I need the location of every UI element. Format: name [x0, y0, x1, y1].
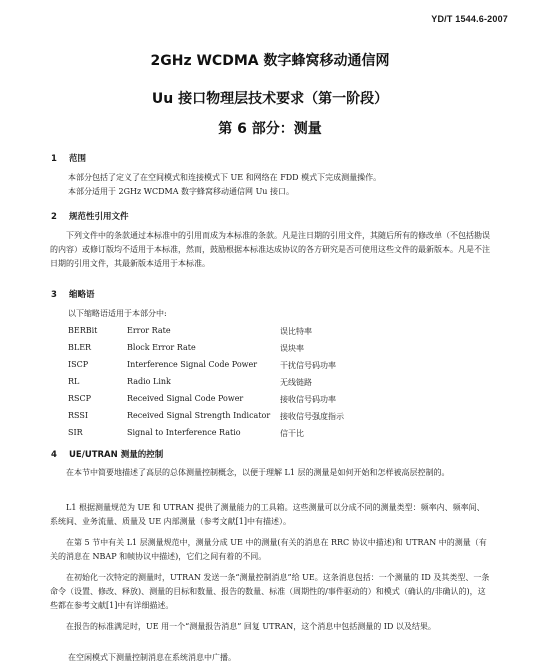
- abbreviation-row: [68, 428, 488, 440]
- section-4-paragraph-1: 在本节中简要地描述了高层的总体测量控制概念，以便于理解 L1 层的测量是如何开始和怎样被高层控制的。: [66, 468, 450, 477]
- abbreviation: ISCP: [68, 360, 89, 369]
- section-1-paragraph-1: 本部分包括了定义了在空间模式和连接模式下 UE 和网络在 FDD 模式下完成测量操作。: [68, 173, 382, 182]
- abbreviation-row: [68, 326, 488, 338]
- abbreviation-english: Block Error Rate: [127, 343, 196, 352]
- abbreviation-chinese: 误比特率: [280, 327, 312, 336]
- abbreviation-chinese: 干扰信号码功率: [280, 361, 336, 370]
- document-title-line-1: 2GHz WCDMA 数字蜂窝移动通信网: [150, 53, 390, 69]
- section-4-paragraph-6: 在空闲模式下测量控制消息在系统消息中广播。: [68, 653, 236, 662]
- section-1-heading: [51, 152, 86, 164]
- abbreviation-english: Received Signal Strength Indicator: [127, 411, 271, 420]
- abbreviation-chinese: 接收信号强度指示: [280, 412, 344, 421]
- abbreviation: RL: [68, 377, 80, 386]
- abbreviation: BERBit: [68, 326, 98, 335]
- section-number: 1: [51, 154, 57, 164]
- abbreviation-chinese: 接收信号码功率: [280, 395, 336, 404]
- section-title: UE/UTRAN 测量的控制: [69, 450, 164, 460]
- section-4-paragraph-5: 在报告的标准满足时，UE 用一个“测量报告消息” 回复 UTRAN，这个消息中包括测量的 ID 以及结果。: [66, 622, 436, 631]
- abbreviation-english: Signal to Interference Ratio: [127, 428, 241, 437]
- section-4-paragraph-3: 在第 5 节中有关 L1 层测量规范中，测量分成 UE 中的测量(有关的消息在 RRC 协议中描述)和 UTRAN 中的测量（有关的消息在 NBAP 和帧协议中描述)，它们之间有着的不同。: [50, 538, 487, 561]
- abbreviation-chinese: 无线链路: [280, 378, 312, 387]
- document-title-line-3: 第 6 部分：测量: [218, 121, 322, 137]
- standard-code: YD/T 1544.6-2007: [431, 14, 508, 24]
- section-title: 规范性引用文件: [69, 212, 129, 222]
- abbreviation-row: [68, 343, 488, 355]
- abbreviation: SIR: [68, 428, 83, 437]
- abbreviation-english: Interference Signal Code Power: [127, 360, 258, 369]
- section-4-paragraph-2: L1 根据测量规范为 UE 和 UTRAN 提供了测量能力的工具箱。这些测量可以分成不同的测量类型：频率内、频率间、系统间、业务流量、质量及 UE 内部测量（参考文献[1]中有描述）。: [50, 503, 485, 526]
- section-1-paragraph-2: 本部分适用于 2GHz WCDMA 数字蜂窝移动通信网 Uu 接口。: [68, 187, 295, 196]
- abbreviation-chinese: 信干比: [280, 429, 304, 438]
- abbreviation-chinese: 误块率: [280, 344, 304, 353]
- abbreviation-row: [68, 394, 488, 406]
- section-4-paragraph-4: 在初始化一次特定的测量时，UTRAN 发送一条“测量控制消息”给 UE。这条消息包括：一个测量的 ID 及其类型、一条命令（设置、修改、释放)、测量的目标和数量、报告的数量、标准（周期性的/事件驱动的）和模式（确认的/非确认的)，这些都在参考文献[1]中有详细描述。: [50, 573, 490, 610]
- section-4-heading: [51, 448, 163, 460]
- section-3-heading: [51, 288, 95, 300]
- section-2-paragraph-1: 下列文件中的条款通过本标准中的引用而成为本标准的条款。凡是注日期的引用文件，其随后所有的修改单（不包括勘误的内容）或修订版均不适用于本标准，然而，鼓励根据本标准达成协议的各方研究是否可使用这些文件的最新版本。凡是不注日期的引用文件，其最新版本适用于本标准。: [50, 231, 490, 268]
- abbreviation-row: [68, 360, 488, 372]
- abbreviations-intro: 以下缩略语适用于本部分中:: [68, 309, 167, 318]
- abbreviation-english: Error Rate: [127, 326, 171, 335]
- abbreviation-row: [68, 377, 488, 389]
- abbreviation: BLER: [68, 343, 92, 352]
- abbreviation-english: Received Signal Code Power: [127, 394, 244, 403]
- section-number: 2: [51, 212, 57, 222]
- section-title: 范围: [69, 154, 87, 164]
- abbreviation: RSCP: [68, 394, 92, 403]
- section-title: 缩略语: [69, 290, 95, 300]
- abbreviation-english: Radio Link: [127, 377, 171, 386]
- section-number: 4: [51, 450, 57, 460]
- section-number: 3: [51, 290, 57, 300]
- document-title-line-2: Uu 接口物理层技术要求（第一阶段）: [151, 91, 389, 107]
- abbreviation-row: [68, 411, 488, 423]
- section-2-heading: [51, 210, 129, 222]
- abbreviation: RSSI: [68, 411, 89, 420]
